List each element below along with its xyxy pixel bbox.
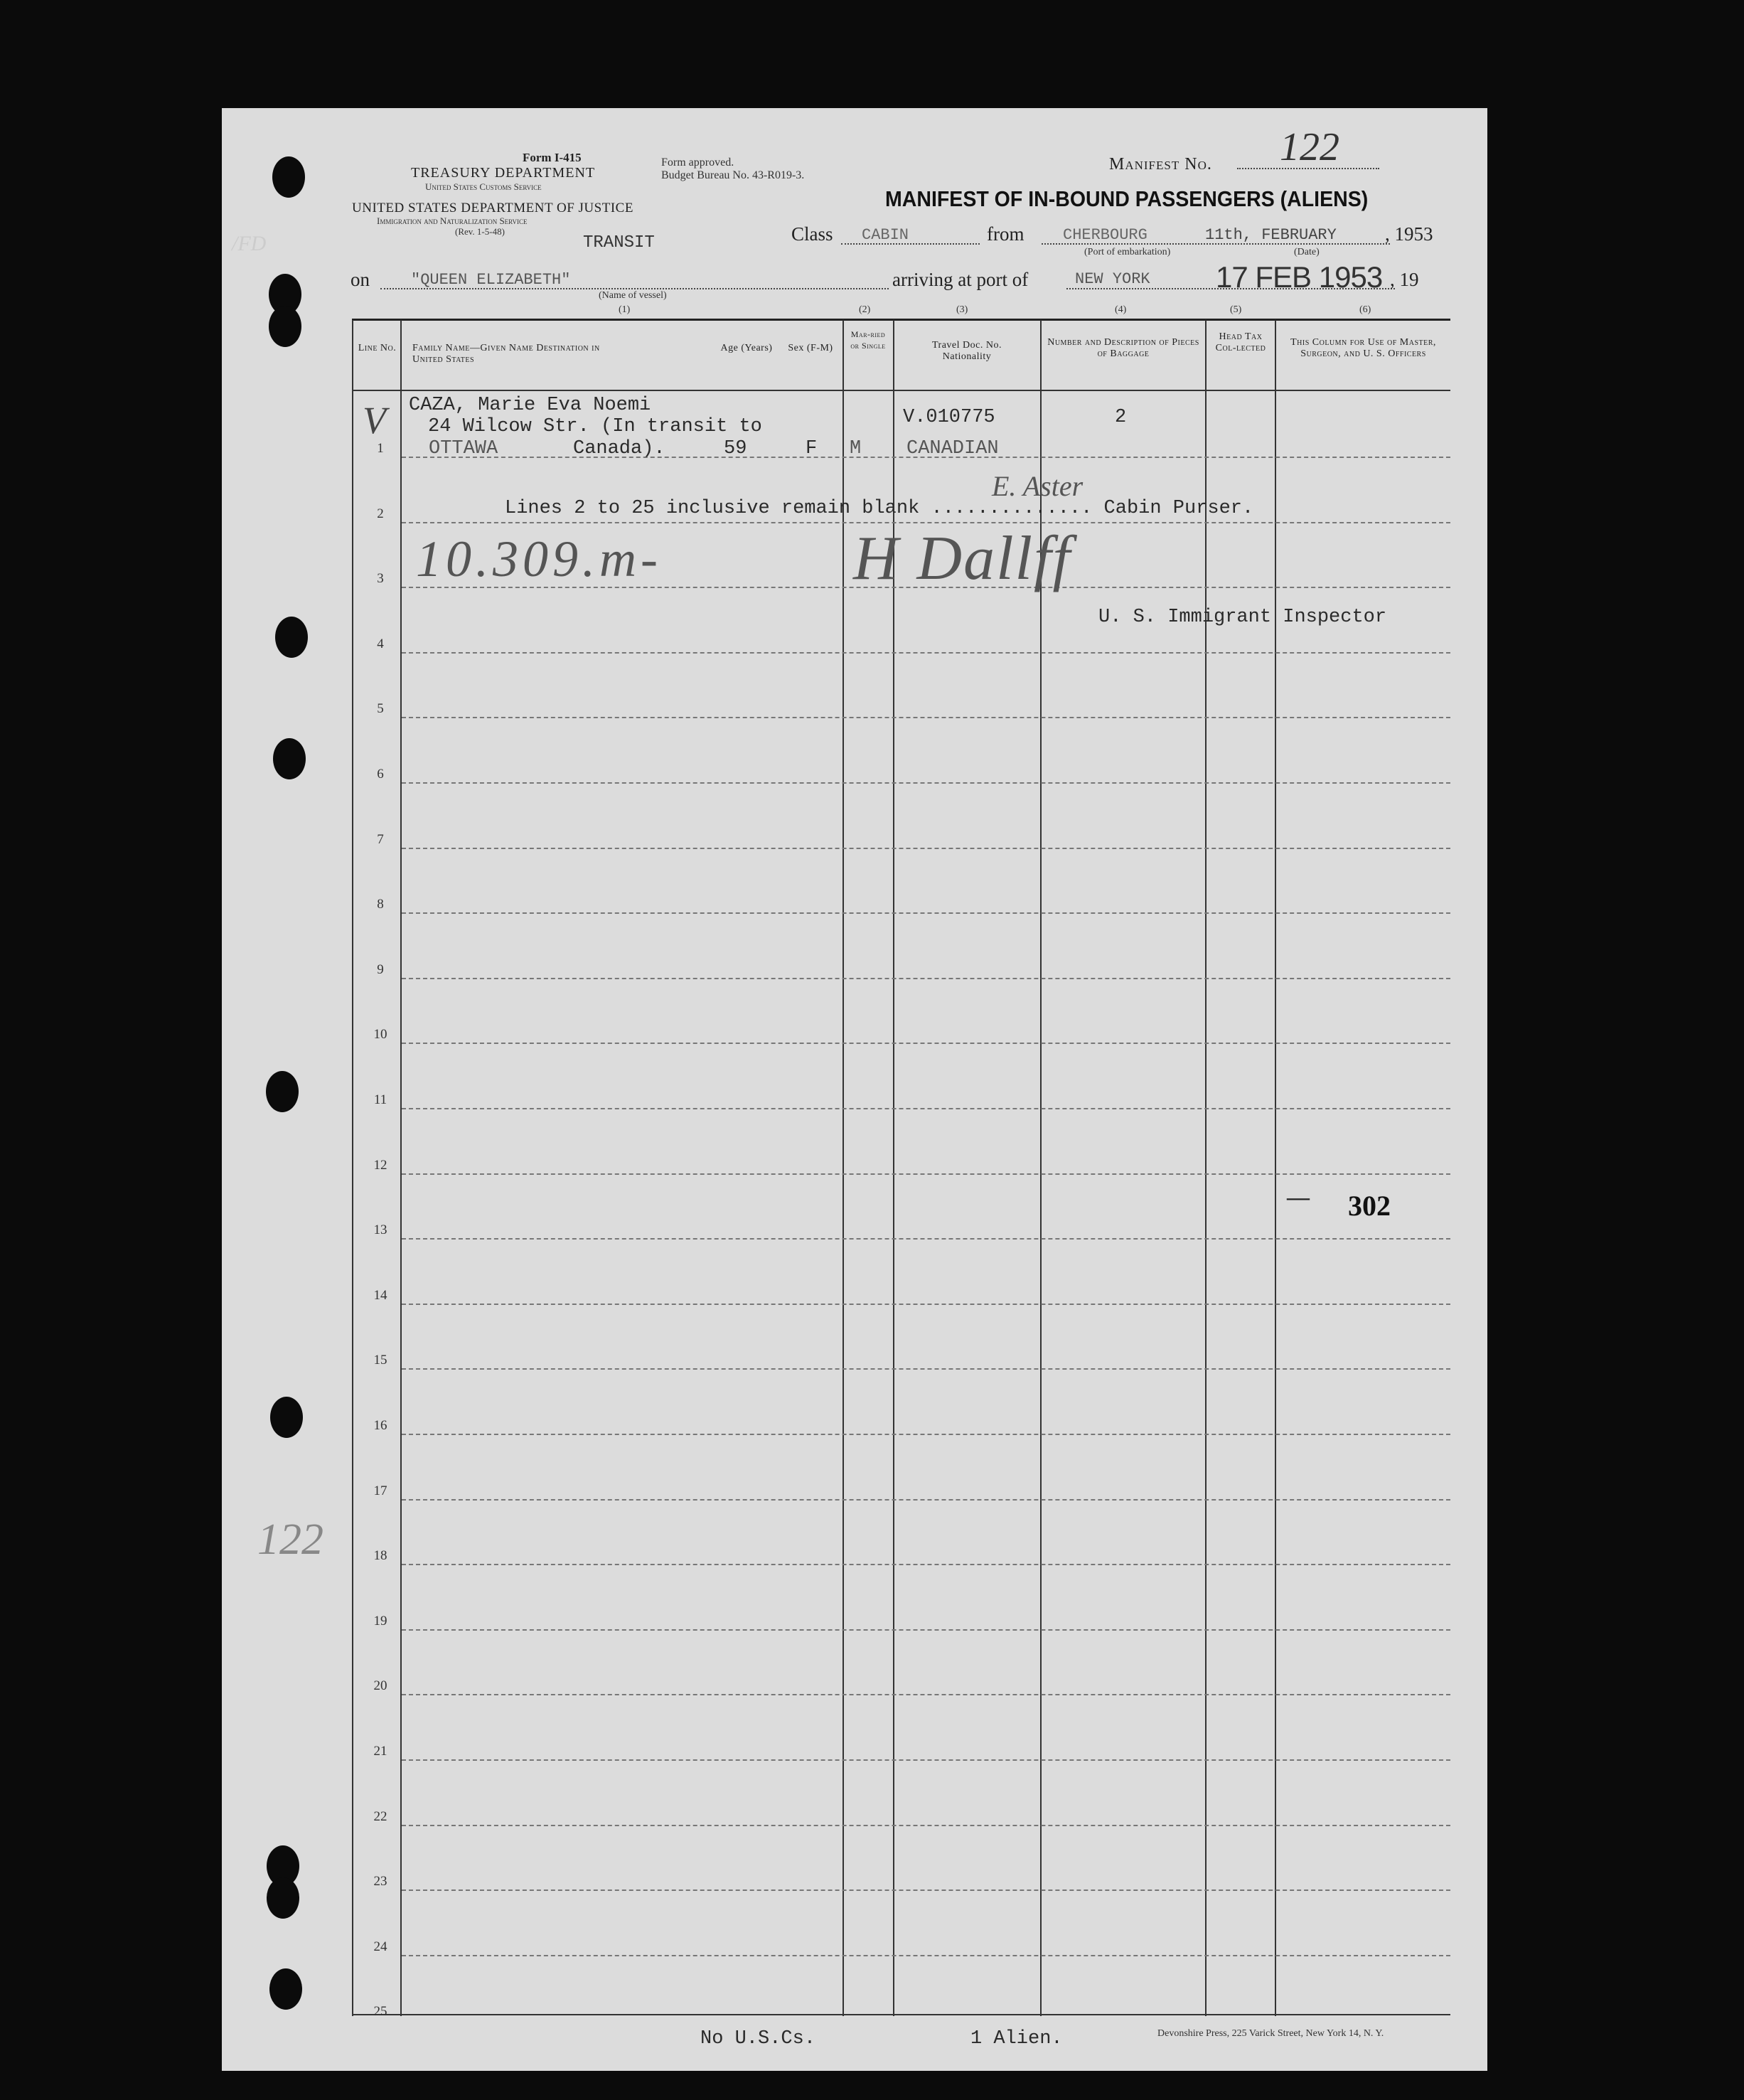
inspector-title: U. S. Immigrant Inspector: [1098, 607, 1387, 628]
arrival-date-stamp: 17 FEB 1953: [1216, 260, 1383, 294]
vessel-name: "QUEEN ELIZABETH": [411, 271, 571, 289]
manifest-number: 122: [1280, 125, 1339, 169]
aliens-count: 1 Alien.: [970, 2028, 1063, 2050]
baggage-count: 2: [1115, 407, 1127, 428]
column-number-5: (5): [1230, 304, 1242, 315]
arrival-year-suffix: , 19: [1390, 269, 1419, 290]
header-marital: Mar-ried or Single: [850, 329, 886, 351]
passenger-address: 24 Wilcow Str. (In transit to: [428, 416, 762, 437]
punch-hole: [269, 306, 301, 347]
row-divider: [402, 1629, 1450, 1631]
inspector-signature: H Dallff: [853, 524, 1071, 593]
row-divider: [402, 1043, 1450, 1044]
column-number-3: (3): [956, 304, 968, 315]
punch-hole: [275, 617, 308, 658]
table-bottom-border: [352, 2014, 1450, 2015]
line-number: 14: [373, 1287, 387, 1303]
header-travel-doc: Travel Doc. No. Nationality: [932, 340, 1002, 362]
column-number-4: (4): [1115, 304, 1127, 315]
column-divider: [842, 320, 844, 2016]
row-divider: [402, 1173, 1450, 1175]
passenger-nationality: CANADIAN: [906, 438, 999, 459]
treasury-label: TREASURY DEPARTMENT: [411, 165, 596, 181]
column-number-2: (2): [859, 304, 871, 315]
line-number: 13: [373, 1222, 387, 1238]
embark-year: , 1953: [1385, 223, 1433, 245]
class-label: Class: [791, 223, 833, 245]
line-number: 7: [377, 831, 384, 847]
punch-hole: [273, 738, 306, 779]
header-bottom-border: [352, 390, 1450, 391]
passenger-country: Canada).: [573, 438, 665, 459]
column-divider: [1205, 320, 1207, 2016]
arrival-port: NEW YORK: [1075, 270, 1150, 288]
arriving-label: arriving at port of: [892, 269, 1029, 290]
punch-hole: [269, 1968, 302, 2010]
line-number: 8: [377, 897, 384, 912]
line-number: 23: [373, 1874, 387, 1890]
header-officers: This Column for Use of Master, Surgeon, and U. S. Officers: [1290, 337, 1436, 359]
header-name: Family Name—Given Name Destination in United States: [412, 343, 600, 365]
row-divider: [402, 782, 1450, 784]
line-number: 17: [373, 1483, 387, 1498]
line-number: 10: [373, 1027, 387, 1043]
line-number: 1: [377, 441, 384, 456]
on-label: on: [351, 269, 370, 290]
table-top-border: [352, 319, 1450, 321]
line-number: 9: [377, 961, 384, 977]
embark-date: 11th, FEBRUARY: [1205, 226, 1337, 244]
row-divider: [402, 1238, 1450, 1240]
column-divider: [1275, 320, 1276, 2016]
line-number: 15: [373, 1353, 387, 1368]
check-mark: V: [363, 399, 386, 442]
row-divider: [402, 652, 1450, 654]
punch-hole: [266, 1071, 299, 1112]
stamp-dash: —: [1287, 1184, 1310, 1210]
row-divider: [402, 1564, 1450, 1565]
row-divider: [402, 1890, 1450, 1891]
line-number: 5: [377, 701, 384, 717]
row-divider: [402, 1434, 1450, 1435]
line-number: 2: [377, 506, 384, 521]
port-of-embarkation: CHERBOURG: [1063, 226, 1147, 244]
purser-signature: E. Aster: [992, 470, 1084, 502]
form-approved: Form approved.: [661, 156, 734, 169]
line-number: 21: [373, 1744, 387, 1759]
header-baggage: Number and Description of Pieces of Baggage: [1047, 337, 1199, 359]
header-age: Age (Years): [720, 343, 773, 353]
vessel-caption: (Name of vessel): [599, 290, 667, 301]
line-number: 20: [373, 1678, 387, 1694]
column-number-6: (6): [1359, 304, 1371, 315]
row-divider: [402, 1499, 1450, 1501]
line-number: 4: [377, 636, 384, 651]
punch-hole: [267, 1877, 299, 1919]
column-number-1: (1): [619, 304, 631, 315]
header-head-tax: Head Tax Col-lected: [1215, 331, 1266, 353]
line-number: 3: [377, 571, 384, 587]
handwritten-code: 10.309.m-: [416, 531, 662, 587]
line-number: 25: [373, 2004, 387, 2020]
table-left-border: [352, 320, 353, 2016]
row-divider: [402, 1825, 1450, 1826]
line-number: 11: [373, 1092, 387, 1107]
blank-lines-note: Lines 2 to 25 inclusive remain blank .............. Cabin Purser.: [505, 498, 1254, 519]
row-divider: [402, 1759, 1450, 1761]
justice-label: UNITED STATES DEPARTMENT OF JUSTICE: [352, 201, 633, 215]
line-number: 6: [377, 767, 384, 782]
customs-label: United States Customs Service: [425, 181, 542, 192]
revision-label: (Rev. 1-5-48): [455, 226, 505, 237]
printer-imprint: Devonshire Press, 225 Varick Street, New York 14, N. Y.: [1157, 2028, 1384, 2039]
from-label: from: [987, 223, 1025, 245]
passenger-name: CAZA, Marie Eva Noemi: [409, 395, 651, 416]
row-divider: [402, 978, 1450, 979]
column-divider: [400, 320, 402, 2016]
passenger-age: 59: [724, 438, 747, 459]
port-caption: (Port of embarkation): [1084, 247, 1171, 257]
stamp-number: 302: [1348, 1190, 1391, 1222]
page-title: MANIFEST OF IN-BOUND PASSENGERS (ALIENS): [885, 186, 1369, 211]
passenger-sex: F: [806, 438, 818, 459]
line-number: 22: [373, 1808, 387, 1824]
row-divider: [402, 1955, 1450, 1956]
form-number: Form I-415: [523, 151, 582, 164]
side-handwritten-number: 122: [257, 1515, 323, 1564]
passenger-city: OTTAWA: [429, 438, 498, 459]
line-number: 12: [373, 1157, 387, 1173]
punch-hole: [272, 156, 305, 198]
manifest-no-label: Manifest No.: [1109, 155, 1212, 174]
line-number: 18: [373, 1548, 387, 1564]
line-number: 16: [373, 1418, 387, 1433]
budget-bureau: Budget Bureau No. 43-R019-3.: [661, 169, 805, 181]
us-citizens-count: No U.S.Cs.: [700, 2028, 816, 2050]
line-number: 19: [373, 1613, 387, 1629]
header-sex: Sex (F-M): [788, 343, 833, 353]
row-divider: [402, 1304, 1450, 1305]
travel-doc-number: V.010775: [903, 407, 995, 428]
date-caption: (Date): [1294, 247, 1320, 257]
row-divider: [402, 717, 1450, 718]
line-number: 24: [373, 1939, 387, 1954]
transit-label: TRANSIT: [583, 233, 655, 252]
ins-label: Immigration and Naturalization Service: [377, 215, 528, 226]
row-divider: [402, 1108, 1450, 1109]
class-value: CABIN: [862, 226, 909, 244]
row-divider: [402, 848, 1450, 849]
row-divider: [402, 1368, 1450, 1370]
punch-hole: [270, 1397, 303, 1438]
margin-note: /FD: [232, 232, 267, 255]
passenger-marital: M: [850, 438, 862, 459]
row-divider: [402, 912, 1450, 914]
row-divider: [402, 1694, 1450, 1695]
header-line-no: Line No.: [358, 343, 397, 353]
